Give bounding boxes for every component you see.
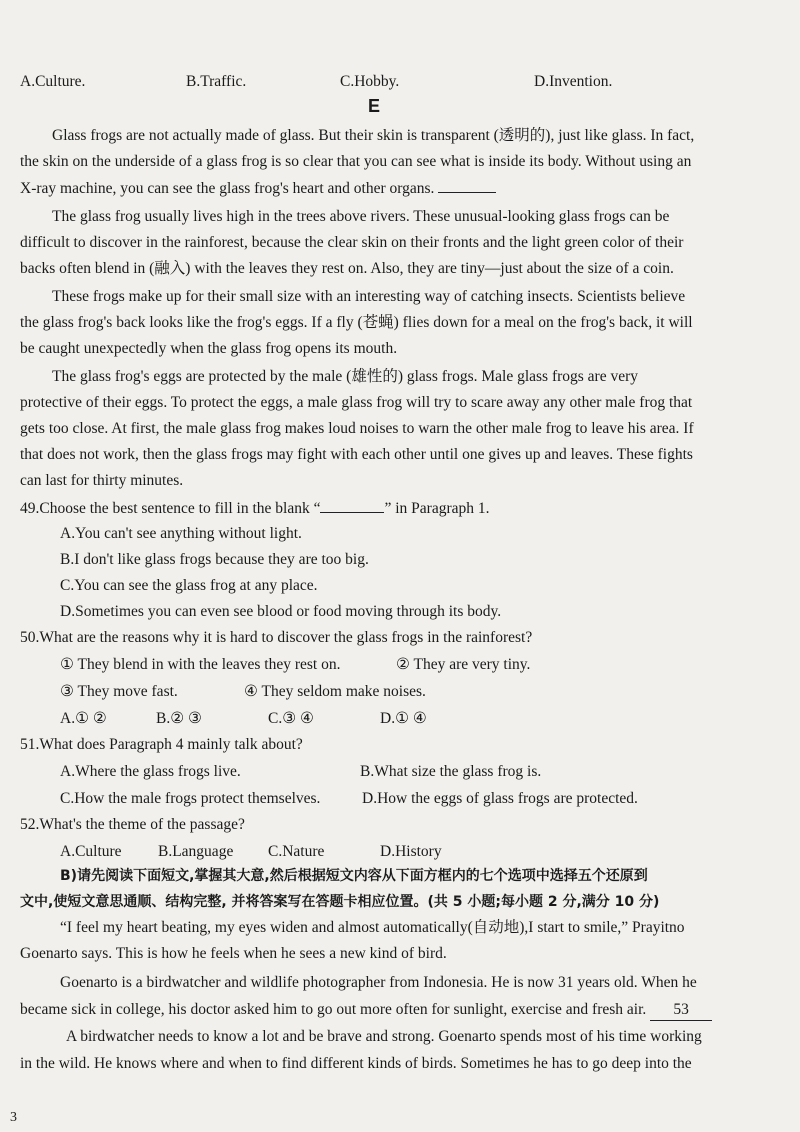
prev-option-c: C.Hobby. [340, 73, 400, 90]
q49-blank [320, 498, 384, 513]
q50-item-4: ④ They seldom make noises. [244, 683, 426, 700]
section-b-instructions-line2: 文中,使短文意思通顺、结构完整, 并将答案写在答题卡相应位置。(共 5 小题;每小题 2 分,满分 10 分) [20, 894, 660, 910]
passage-e-p2-line2: difficult to discover in the rainforest, because the clear skin on their fronts and the light green color of their [20, 234, 684, 251]
q52-option-d: D.History [380, 843, 442, 860]
passage-e-p4-line2: protective of their eggs. To protect the eggs, a male glass frog will try to scare away any other male frog that [20, 394, 693, 411]
prev-option-d: D.Invention. [534, 73, 613, 90]
section-b-p2-line2-text: became sick in college, his doctor asked him to go out more often for sunlight, exercise and fresh air. [20, 1001, 647, 1018]
blank-49 [438, 178, 496, 193]
passage-e-p4-line3: gets too close. At first, the male glass frog makes loud noises to warn the other male frog to leave his area. If [20, 420, 694, 437]
passage-e-p4-line1: The glass frog's eggs are protected by the male (雄性的) glass frogs. Male glass frogs are very [52, 368, 639, 385]
q52-option-a: A.Culture [60, 843, 122, 860]
section-b-p1-line2: Goenarto says. This is how he feels when he sees a new kind of bird. [20, 945, 447, 962]
q52-stem: 52.What's the theme of the passage? [20, 816, 245, 833]
q50-option-d: D.① ④ [380, 710, 427, 727]
passage-e-p3-line1: These frogs make up for their small size with an interesting way of catching insects. Scientists believe [52, 288, 686, 305]
q49-option-c: C.You can see the glass frog at any place. [60, 577, 318, 594]
page-number: 3 [10, 1110, 17, 1125]
passage-e-p1-line3-text: X-ray machine, you can see the glass frog's heart and other organs. [20, 180, 435, 197]
q51-option-b: B.What size the glass frog is. [360, 763, 542, 780]
section-b-instructions-line1: B)请先阅读下面短文,掌握其大意,然后根据短文内容从下面方框内的七个选项中选择五个还原到 [60, 868, 648, 884]
prev-option-a: A.Culture. [20, 73, 86, 90]
passage-e-p3-line2: the glass frog's back looks like the frog's eggs. If a fly (苍蝇) flies down for a meal on the frog's back, it will [20, 314, 693, 331]
q52-option-b: B.Language [158, 843, 234, 860]
section-b-p1-line1: “I feel my heart beating, my eyes widen and almost automatically(自动地),I start to smile,” Prayitno [60, 919, 685, 936]
q52-option-c: C.Nature [268, 843, 325, 860]
q50-option-c: C.③ ④ [268, 710, 314, 727]
section-b-p3-line2: in the wild. He knows where and when to find different kinds of birds. Sometimes he has to go deep into the [20, 1055, 692, 1072]
section-b-p2-line2 [20, 1000, 712, 1021]
passage-e-p3-line3: be caught unexpectedly when the glass frog opens its mouth. [20, 340, 398, 357]
q51-option-c: C.How the male frogs protect themselves. [60, 790, 321, 807]
passage-e-p4-line4: that does not work, then the glass frogs may fight with each other until one gives up and leaves. These fights [20, 446, 693, 463]
q51-option-a: A.Where the glass frogs live. [60, 763, 241, 780]
section-b-p2-line1: Goenarto is a birdwatcher and wildlife photographer from Indonesia. He is now 31 years old. When he [60, 974, 697, 991]
q50-item-1: ① They blend in with the leaves they rest on. [60, 656, 341, 673]
q49-stem-a: 49.Choose the best sentence to fill in the blank “ [20, 500, 321, 517]
q50-option-a: A.① ② [60, 710, 107, 727]
q51-stem: 51.What does Paragraph 4 mainly talk about? [20, 736, 303, 753]
q49-option-b: B.I don't like glass frogs because they are too big. [60, 551, 369, 568]
q49-stem [20, 498, 490, 519]
passage-e-p2-line3: backs often blend in (融入) with the leaves they rest on. Also, they are tiny—just about the size of a coin. [20, 260, 674, 277]
q50-option-b: B.② ③ [156, 710, 202, 727]
q49-option-d: D.Sometimes you can even see blood or food moving through its body. [60, 603, 502, 620]
passage-e-p1-line1: Glass frogs are not actually made of glass. But their skin is transparent (透明的), just like glass. In fact, [52, 127, 695, 144]
passage-e-p1-line3 [20, 178, 496, 199]
section-b-p3-line1: A birdwatcher needs to know a lot and be brave and strong. Goenarto spends most of his time working [66, 1028, 702, 1045]
q49-stem-b: ” in Paragraph 1. [384, 500, 490, 517]
q50-item-3: ③ They move fast. [60, 683, 178, 700]
q50-stem: 50.What are the reasons why it is hard to discover the glass frogs in the rainforest? [20, 629, 533, 646]
section-letter: E [368, 96, 381, 116]
blank-53: 53 [650, 1000, 712, 1021]
prev-option-b: B.Traffic. [186, 73, 247, 90]
q49-option-a: A.You can't see anything without light. [60, 525, 302, 542]
passage-e-p4-line5: can last for thirty minutes. [20, 472, 184, 489]
q51-option-d: D.How the eggs of glass frogs are protected. [362, 790, 638, 807]
passage-e-p2-line1: The glass frog usually lives high in the trees above rivers. These unusual-looking glass frogs can be [52, 208, 670, 225]
passage-e-p1-line2: the skin on the underside of a glass frog is so clear that you can see what is inside its body. Without using an [20, 153, 692, 170]
q50-item-2: ② They are very tiny. [396, 656, 531, 673]
